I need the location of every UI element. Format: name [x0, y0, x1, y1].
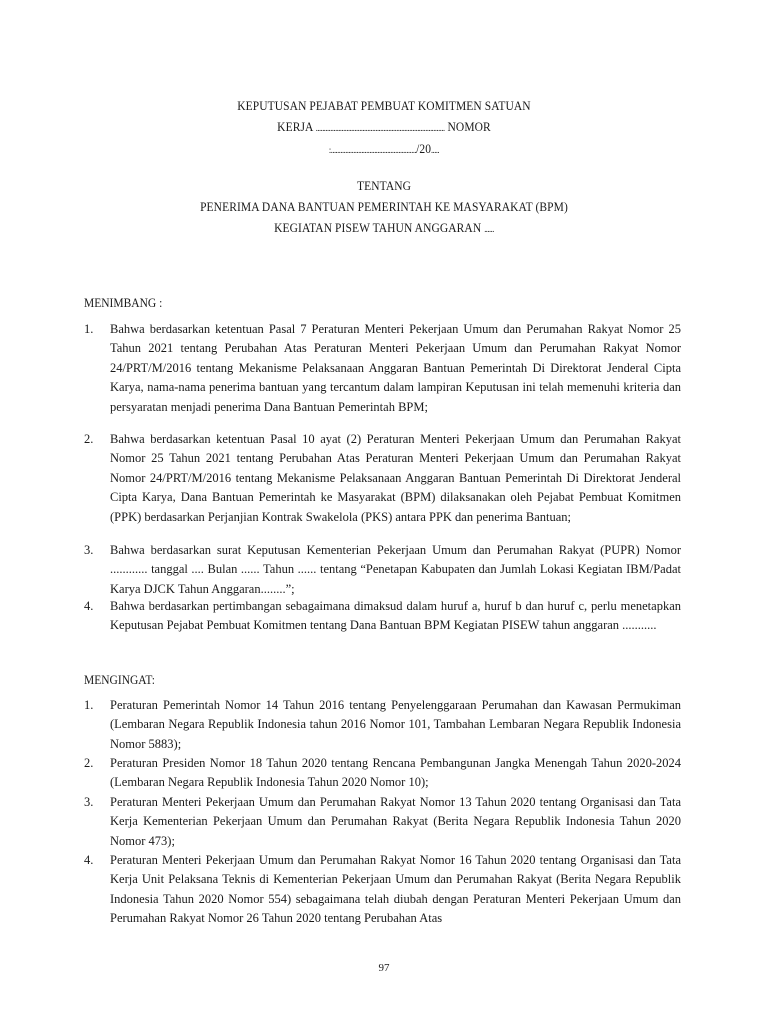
list-number: 2. [84, 756, 94, 770]
mengingat-item-4 [84, 851, 724, 929]
subtitle-line-1: TENTANG [356, 179, 412, 193]
page-number: 97 [378, 962, 390, 974]
list-number: 4. [84, 599, 94, 613]
title-line-3 [31, 139, 738, 161]
list-item-text: Peraturan Presiden Nomor 18 Tahun 2020 tentang Rencana Pembangunan Jangka Menengah Tahun 2020-2024 (Lembaran Negara Republik Indonesia Tahun 2020 Nomor 10); [110, 756, 681, 790]
title-line-2-prefix: KERJA [277, 120, 316, 134]
subtitle-line-3-dots: ...... [484, 224, 494, 234]
subtitle-line-3 [31, 218, 738, 240]
list-item-text: Peraturan Pemerintah Nomor 14 Tahun 2016 tentang Penyelenggaraan Perumahan dan Kawasan Permukiman (Lembaran Negara Republik Indonesia tahun 2016 Nomor 101, Tambahan Lembaran Negara Republik Indonesia Nomor 5883); [110, 698, 681, 751]
list-item-text: Bahwa berdasarkan ketentuan Pasal 7 Peraturan Menteri Pekerjaan Umum dan Perumahan Rakyat Nomor 25 Tahun 2021 tentang Perubahan Atas Peraturan Menteri Pekerjaan Umum dan Perumahan Rakyat Nomor 24/PRT/M/2016 tentang Mekanisme Pelaksanaan Anggaran Bantuan Pemerintah Di Direktorat Jenderal Cipta Karya, nama-nama penerima bantuan yang tercantum dalam lampiran Keputusan ini telah memenuhi kriteria dan persyaratan menjadi penerima Dana Bantuan Pemerintah BPM; [110, 322, 681, 414]
mengingat-item-1 [84, 696, 724, 754]
list-number: 4. [84, 853, 94, 867]
menimbang-label: MENIMBANG : [84, 296, 163, 310]
subtitle-line-3-prefix: KEGIATAN PISEW TAHUN ANGGARAN [274, 221, 485, 235]
list-item-text: Peraturan Menteri Pekerjaan Umum dan Perumahan Rakyat Nomor 16 Tahun 2020 tentang Organisasi dan Tata Kerja Unit Pelaksana Teknis di Kementerian Pekerjaan Umum dan Perumahan Rakyat (Berita Negara Republik Indonesia Tahun 2020 Nomor 554) sebagaimana telah diubah dengan Peraturan Menteri Pekerjaan Umum dan Perumahan Rakyat Nomor 26 Tahun 2020 tentang Perubahan Atas [110, 853, 681, 926]
menimbang-item-4 [84, 597, 724, 636]
list-number: 3. [84, 795, 94, 809]
mengingat-item-2 [84, 754, 724, 793]
list-number: 1. [84, 698, 94, 712]
list-item-text: Bahwa berdasarkan ketentuan Pasal 10 ayat (2) Peraturan Menteri Pekerjaan Umum dan Perumahan Rakyat Nomor 25 Tahun 2021 tentang Perubahan Atas Peraturan Menteri Pekerjaan Umum dan Perumahan Rakyat Nomor 24/PRT/M/2016 tentang Mekanisme Pelaksanaan Anggaran Bantuan Pemerintah Di Direktorat Jenderal Cipta Karya, Dana Bantuan Pemerintah ke Masyarakat (BPM) dilaksanakan oleh Pejabat Pembuat Komitmen (PPK) berdasarkan Perjanjian Kontrak Swakelola (PKS) antara PPK dan penerima Bantuan; [110, 432, 681, 524]
mengingat-label: MENGINGAT: [84, 673, 155, 687]
title-line-2-suffix: NOMOR [444, 120, 491, 134]
menimbang-item-2 [84, 430, 724, 527]
list-number: 1. [84, 322, 94, 336]
title-line-3-dots: :..................................................... [328, 145, 417, 155]
title-line-2 [31, 117, 738, 139]
list-item-text: Peraturan Menteri Pekerjaan Umum dan Perumahan Rakyat Nomor 13 Tahun 2020 tentang Organisasi dan Tata Kerja Kementerian Pekerjaan Umum dan Perumahan Rakyat (Berita Negara Republik Indonesia Tahun 2020 Nomor 473); [110, 795, 681, 848]
title-line-3-suffix: /20 [416, 142, 432, 156]
title-line-1: KEPUTUSAN PEJABAT PEMBUAT KOMITMEN SATUAN [237, 99, 531, 113]
title-line-2-dots: ................................................................................ [315, 123, 445, 133]
menimbang-item-3 [84, 541, 724, 599]
menimbang-item-1 [84, 320, 724, 417]
title-line-3-tail: ..... [431, 145, 440, 155]
list-number: 2. [84, 432, 94, 446]
document-subtitle [31, 176, 738, 240]
document-title [31, 96, 738, 161]
subtitle-line-2: PENERIMA DANA BANTUAN PEMERINTAH KE MASYARAKAT (BPM) [200, 200, 568, 214]
mengingat-item-3 [84, 793, 724, 851]
list-number: 3. [84, 543, 94, 557]
list-item-text: Bahwa berdasarkan pertimbangan sebagaimana dimaksud dalam huruf a, huruf b dan huruf c, perlu menetapkan Keputusan Pejabat Pembuat Komitmen tentang Dana Bantuan BPM Kegiatan PISEW tahun anggaran ........... [110, 599, 681, 633]
list-item-text: Bahwa berdasarkan surat Keputusan Kementerian Pekerjaan Umum dan Perumahan Rakyat (PUPR) Nomor ............ tanggal .... Bulan ...... Tahun ...... tentang “Penetapan Kabupaten dan Jumlah Lokasi Kegiatan IBM/Padat Karya DJCK Tahun Anggaran........”; [110, 543, 681, 596]
